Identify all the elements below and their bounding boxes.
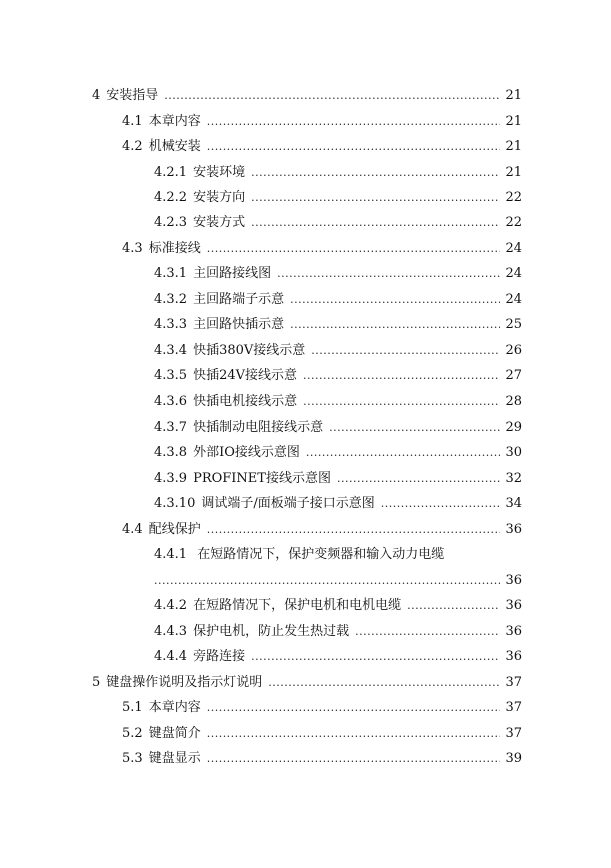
toc-number: 5.1: [122, 700, 143, 715]
toc-page-number: 29: [505, 420, 522, 435]
leader-dots: [207, 520, 500, 540]
leader-dots: [207, 698, 500, 718]
leader-dots: [303, 366, 500, 386]
toc-title: 安装指导: [106, 88, 159, 103]
toc-title: 主回路接线图: [193, 266, 272, 281]
toc-number: 4.3.4: [154, 343, 188, 358]
toc-number: 4.3.10: [154, 496, 196, 511]
leader-dots: [207, 749, 500, 769]
leader-dots: [329, 418, 500, 438]
toc-title: 主回路快插示意: [193, 317, 285, 332]
toc-page-number: 25: [505, 317, 522, 332]
toc-title: 配线保护: [148, 522, 201, 537]
toc-title: 标准接线: [148, 241, 201, 256]
leader-dots: [306, 443, 500, 463]
toc-page-number: 36: [505, 624, 522, 639]
toc-number: 4.3: [122, 241, 143, 256]
leader-dots: [251, 213, 500, 233]
toc-title: 在短路情况下，保护电机和电机电缆: [193, 598, 402, 613]
toc-entry-4-2-2[interactable]: [154, 188, 522, 208]
toc-page-number: 36: [505, 649, 522, 664]
toc-title: 在短路情况下，保护变频器和输入动力电缆: [197, 547, 445, 562]
toc-number: 4.1: [122, 114, 143, 129]
toc-page-number: 34: [505, 496, 522, 511]
toc-page-number: 21: [505, 114, 522, 129]
toc-entry-4-3-4[interactable]: [154, 341, 522, 361]
toc-page-number: 37: [505, 700, 522, 715]
toc-title: 主回路端子示意: [193, 292, 285, 307]
toc-page-number: 37: [505, 726, 522, 741]
toc-number: 4.4.2: [154, 598, 188, 613]
toc-page-number: 30: [505, 445, 522, 460]
toc-entry-4-1[interactable]: [122, 112, 522, 132]
toc-number: 4.2.1: [154, 165, 188, 180]
toc-number: 4.3.5: [154, 368, 188, 383]
toc-title: 旁路连接: [193, 649, 246, 664]
toc-page-number: 21: [505, 165, 522, 180]
leader-dots: [207, 724, 500, 744]
toc-entry-4-3-6[interactable]: [154, 392, 522, 412]
toc-title: 键盘简介: [148, 726, 201, 741]
toc-entry-4-3-9[interactable]: [154, 469, 522, 489]
leader-dots: [251, 163, 500, 183]
toc-page-number: 28: [505, 394, 522, 409]
leader-dots: [303, 392, 500, 412]
toc-title: 调试端子/面板端子接口示意图: [201, 496, 375, 511]
toc-page-number: 24: [505, 241, 522, 256]
toc-entry-4-3-8[interactable]: [154, 443, 522, 463]
leader-dots: [407, 596, 500, 616]
toc-entry-5-1[interactable]: [122, 698, 522, 718]
toc-page-number: 36: [505, 522, 522, 537]
toc-title: 快插制动电阻接线示意: [193, 420, 324, 435]
toc-number: 4: [92, 88, 101, 103]
toc-entry-4[interactable]: [92, 86, 522, 106]
toc-page-number: 22: [505, 215, 522, 230]
toc-number: 5.3: [122, 751, 143, 766]
leader-dots: [164, 86, 500, 106]
leader-dots: [337, 469, 500, 489]
toc-page-number: 36: [505, 598, 522, 613]
toc-title: 键盘操作说明及指示灯说明: [106, 675, 263, 690]
toc-page-number: 37: [505, 675, 522, 690]
toc-entry-5-2[interactable]: [122, 724, 522, 744]
leader-dots: [207, 239, 500, 259]
toc-title: 本章内容: [148, 700, 201, 715]
leader-dots: [154, 571, 500, 591]
leader-dots: [381, 494, 500, 514]
leader-dots: [251, 647, 500, 667]
toc-number: 4.4.4: [154, 649, 188, 664]
leader-dots: [290, 315, 500, 335]
leader-dots: [277, 264, 500, 284]
toc-title: 安装环境: [193, 165, 246, 180]
toc-page-number: 22: [505, 190, 522, 205]
toc-title: 快插电机接线示意: [193, 394, 298, 409]
toc-entry-4-4[interactable]: [122, 520, 522, 540]
toc-entry-4-4-1-cont[interactable]: [154, 571, 522, 591]
toc-number: 4.4.1: [154, 547, 188, 562]
leader-dots: [251, 188, 500, 208]
toc-number: 4.3.3: [154, 317, 188, 332]
toc-number: 5: [92, 675, 101, 690]
toc-number: 4.2.3: [154, 215, 188, 230]
toc-number: 4.3.9: [154, 471, 188, 486]
toc-page-number: 21: [505, 88, 522, 103]
toc-title: 本章内容: [148, 114, 201, 129]
toc-entry-4-4-1[interactable]: [154, 545, 444, 565]
toc-entry-5-3[interactable]: [122, 749, 522, 769]
leader-dots: [355, 622, 500, 642]
leader-dots: [207, 137, 500, 157]
toc-number: 4.3.2: [154, 292, 188, 307]
toc-page-number: 39: [505, 751, 522, 766]
toc-number: 4.2: [122, 139, 143, 154]
toc-number: 4.3.7: [154, 420, 188, 435]
toc-entry-4-2-1[interactable]: [154, 163, 522, 183]
toc-entry-4-4-2[interactable]: [154, 596, 522, 616]
toc-title: 外部IO接线示意图: [193, 445, 300, 460]
toc-number: 4.3.8: [154, 445, 188, 460]
leader-dots: [290, 290, 500, 310]
toc-entry-4-2[interactable]: [122, 137, 522, 157]
leader-dots: [268, 673, 500, 693]
toc-entry-4-3-5[interactable]: [154, 366, 522, 386]
toc-number: 5.2: [122, 726, 143, 741]
toc-number: 4.2.2: [154, 190, 188, 205]
toc-title: 键盘显示: [148, 751, 201, 766]
toc-title: 快插380V接线示意: [193, 343, 306, 358]
toc-title: 快插24V接线示意: [193, 368, 298, 383]
toc-entry-4-3-2[interactable]: [154, 290, 522, 310]
toc-title: PROFINET接线示意图: [193, 471, 331, 486]
toc-entry-4-2-3[interactable]: [154, 213, 522, 233]
toc-number: 4.4: [122, 522, 143, 537]
toc-entry-4-3-7[interactable]: [154, 418, 522, 438]
toc-page-number: 21: [505, 139, 522, 154]
toc-page-number: 32: [505, 471, 522, 486]
toc-number: 4.4.3: [154, 624, 188, 639]
toc-number: 4.3.1: [154, 266, 188, 281]
toc-title: 安装方式: [193, 215, 246, 230]
toc-entry-4-3-3[interactable]: [154, 315, 522, 335]
toc-entry-4-3-10[interactable]: [154, 494, 522, 514]
toc-entry-5[interactable]: [92, 673, 522, 693]
toc-page-number: 24: [505, 266, 522, 281]
toc-page-number: 27: [505, 368, 522, 383]
toc-page-number: 36: [505, 573, 522, 588]
toc-entry-4-3-1[interactable]: [154, 264, 522, 284]
toc-title: 机械安装: [148, 139, 201, 154]
toc-entry-4-4-4[interactable]: [154, 647, 522, 667]
leader-dots: [311, 341, 500, 361]
toc-page-number: 26: [505, 343, 522, 358]
toc-title: 安装方向: [193, 190, 246, 205]
leader-dots: [207, 112, 500, 132]
toc-number: 4.3.6: [154, 394, 188, 409]
toc-page-number: 24: [505, 292, 522, 307]
toc-title: 保护电机，防止发生热过载: [193, 624, 350, 639]
toc-entry-4-3[interactable]: [122, 239, 522, 259]
toc-entry-4-4-3[interactable]: [154, 622, 522, 642]
